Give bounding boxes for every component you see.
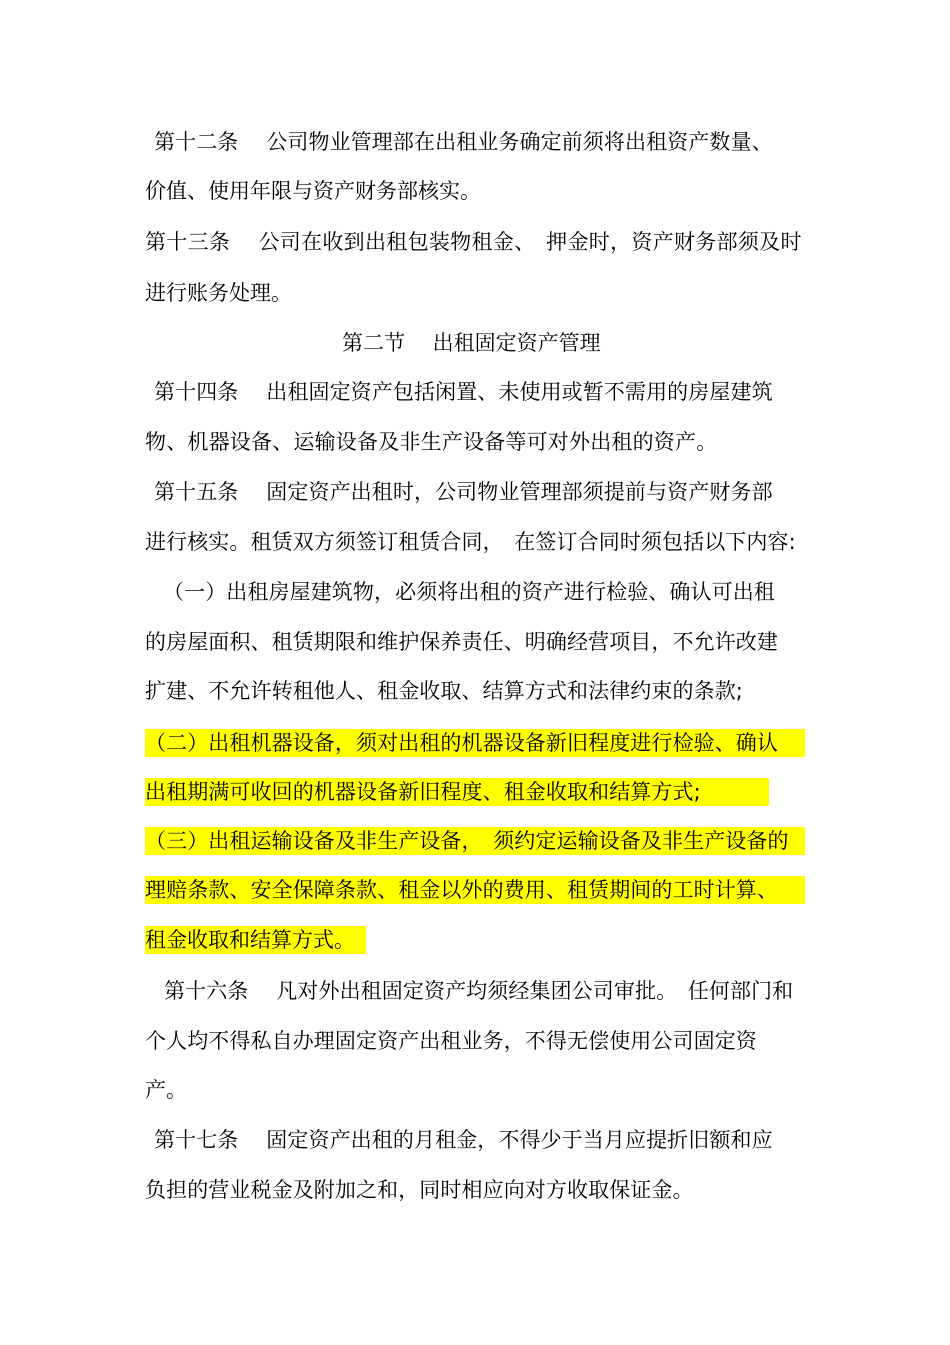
article-17-line-1: 第十七条 固定资产出租的月租金，不得少于当月应提折旧额和应 [154, 1128, 773, 1152]
article-13-line-2: 进行账务处理。 [145, 281, 292, 305]
article-15-line-1: 第十五条 固定资产出租时，公司物业管理部须提前与资产财务部 [154, 480, 773, 504]
item-3-line-2: 理赔条款、安全保障条款、租金以外的费用、租赁期间的工时计算、 [145, 878, 778, 902]
article-13-line-1: 第十三条 公司在收到出租包装物租金、 押金时，资产财务部须及时 [145, 230, 802, 254]
item-1-line-2: 的房屋面积、租赁期限和维护保养责任、明确经营项目，不允许改建 [145, 630, 778, 654]
item-2-line-1: （二）出租机器设备，须对出租的机器设备新旧程度进行检验、确认 [145, 731, 778, 755]
item-3-line-3: 租金收取和结算方式。 [145, 928, 355, 952]
article-16-line-1: 第十六条 凡对外出租固定资产均须经集团公司审批。 任何部门和 [164, 979, 794, 1003]
article-16-line-3: 产。 [145, 1078, 187, 1102]
item-1-line-3: 扩建、不允许转租他人、租金收取、结算方式和法律约束的条款; [145, 679, 743, 703]
article-12-line-1: 第十二条 公司物业管理部在出租业务确定前须将出租资产数量、 [154, 130, 773, 154]
item-2-line-2: 出租期满可收回的机器设备新旧程度、租金收取和结算方式; [145, 780, 701, 804]
article-12-line-2: 价值、使用年限与资产财务部核实。 [145, 179, 481, 203]
article-15-line-2: 进行核实。租赁双方须签订租赁合同， 在签订合同时须包括以下内容: [145, 530, 796, 554]
article-14-line-1: 第十四条 出租固定资产包括闲置、未使用或暂不需用的房屋建筑 [154, 380, 773, 404]
article-14-line-2: 物、机器设备、运输设备及非生产设备等可对外出租的资产。 [145, 430, 718, 454]
section-heading: 第二节 出租固定资产管理 [342, 331, 601, 355]
article-16-line-2: 个人均不得私自办理固定资产出租业务，不得无偿使用公司固定资 [145, 1029, 757, 1053]
article-17-line-2: 负担的营业税金及附加之和，同时相应向对方收取保证金。 [145, 1178, 694, 1202]
item-3-line-1: （三）出租运输设备及非生产设备， 须约定运输设备及非生产设备的 [145, 829, 789, 853]
item-1-line-1: （一）出租房屋建筑物，必须将出租的资产进行检验、确认可出租 [163, 580, 775, 604]
